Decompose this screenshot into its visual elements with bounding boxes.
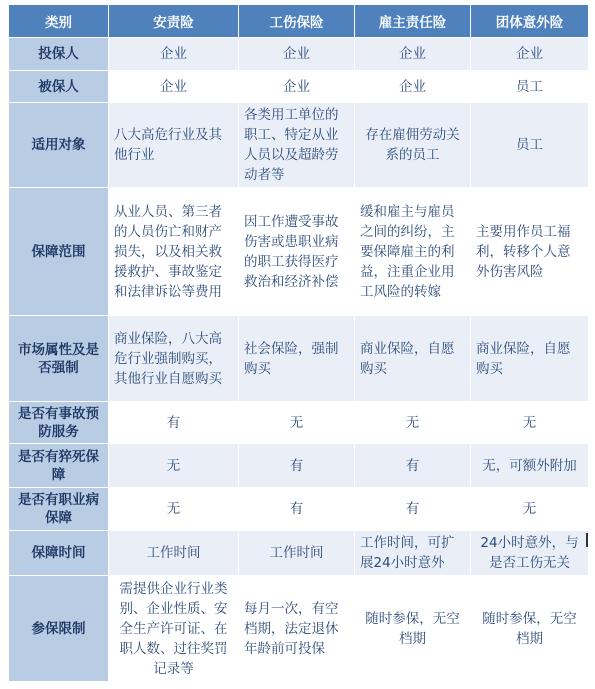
table-cell: 无 xyxy=(109,444,239,488)
table-cell: 有 xyxy=(239,488,355,531)
table-cell: 商业保险，自愿购买 xyxy=(355,316,471,402)
table-cell: 企业 xyxy=(109,71,239,103)
table-cell: 因工作遭受事故伤害或患职业病的职工获得医疗救治和经济补偿 xyxy=(239,188,355,316)
table-header-row xyxy=(9,5,589,38)
header-safety-liability-insurance: 安责险 xyxy=(109,5,239,38)
table-cell: 企业 xyxy=(355,71,471,103)
header-employer-liability-insurance: 雇主责任险 xyxy=(355,5,471,38)
table-cell: 无，可额外附加 xyxy=(471,444,589,488)
table-cell: 企业 xyxy=(355,38,471,71)
table-row xyxy=(9,444,589,488)
table-cell: 无 xyxy=(471,402,589,444)
table-cell: 工作时间 xyxy=(239,531,355,576)
table-row xyxy=(9,38,589,71)
table-cell: 无 xyxy=(239,402,355,444)
table-row xyxy=(9,103,589,188)
table-cell: 工作时间，可扩展24小时意外 xyxy=(355,531,471,576)
table-cell: 企业 xyxy=(471,38,589,71)
table-row xyxy=(9,316,589,402)
table-cell: 有 xyxy=(239,444,355,488)
header-category: 类别 xyxy=(9,5,109,38)
table-cell: 存在雇佣劳动关系的员工 xyxy=(355,103,471,188)
row-label: 是否有猝死保障 xyxy=(9,444,109,488)
row-label: 被保人 xyxy=(9,71,109,103)
table-cell: 企业 xyxy=(239,71,355,103)
table-cell: 随时参保，无空档期 xyxy=(471,576,589,682)
table-cell: 员工 xyxy=(471,71,589,103)
table-row xyxy=(9,402,589,444)
table-cell: 员工 xyxy=(471,103,589,188)
table-cell: 主要用作员工福利，转移个人意外伤害风险 xyxy=(471,188,589,316)
row-label: 参保限制 xyxy=(9,576,109,682)
row-label: 保障时间 xyxy=(9,531,109,576)
table-cell: 企业 xyxy=(239,38,355,71)
table-cell: 从业人员、第三者的人员伤亡和财产损失，以及相关救援救护、事故鉴定和法律诉讼等费用 xyxy=(109,188,239,316)
row-label: 适用对象 xyxy=(9,103,109,188)
table-cell: 无 xyxy=(471,488,589,531)
table-cell: 企业 xyxy=(109,38,239,71)
table-cell: 每月一次，有空档期，法定退休年龄前可投保 xyxy=(239,576,355,682)
table-row xyxy=(9,71,589,103)
table-cell: 有 xyxy=(109,402,239,444)
edge-divider xyxy=(586,533,588,547)
insurance-comparison-table xyxy=(8,4,589,682)
table-row xyxy=(9,488,589,531)
table-cell: 缓和雇主与雇员之间的纠纷，主要保障雇主的利益，注重企业用工风险的转嫁 xyxy=(355,188,471,316)
table-row xyxy=(9,188,589,316)
header-group-accident-insurance: 团体意外险 xyxy=(471,5,589,38)
table-cell: 社会保险，强制购买 xyxy=(239,316,355,402)
table-cell: 工作时间 xyxy=(109,531,239,576)
table-cell: 无 xyxy=(109,488,239,531)
table-cell: 有 xyxy=(355,488,471,531)
table-cell: 各类用工单位的职工、特定从业人员以及超龄劳动者等 xyxy=(239,103,355,188)
row-label: 投保人 xyxy=(9,38,109,71)
row-label: 是否有职业病保障 xyxy=(9,488,109,531)
table-row xyxy=(9,576,589,682)
table-cell: 24小时意外，与是否工伤无关 xyxy=(471,531,589,576)
header-work-injury-insurance: 工伤保险 xyxy=(239,5,355,38)
table-cell: 需提供企业行业类别、企业性质、安全生产许可证、在职人数、过往奖罚记录等 xyxy=(109,576,239,682)
table-cell: 有 xyxy=(355,444,471,488)
table-cell: 随时参保，无空档期 xyxy=(355,576,471,682)
table-row xyxy=(9,531,589,576)
table-cell: 八大高危行业及其他行业 xyxy=(109,103,239,188)
table-cell: 商业保险，自愿购买 xyxy=(471,316,589,402)
row-label: 保障范围 xyxy=(9,188,109,316)
table-cell: 无 xyxy=(355,402,471,444)
row-label: 是否有事故预防服务 xyxy=(9,402,109,444)
row-label: 市场属性及是否强制 xyxy=(9,316,109,402)
table-cell: 商业保险，八大高危行业强制购买，其他行业自愿购买 xyxy=(109,316,239,402)
